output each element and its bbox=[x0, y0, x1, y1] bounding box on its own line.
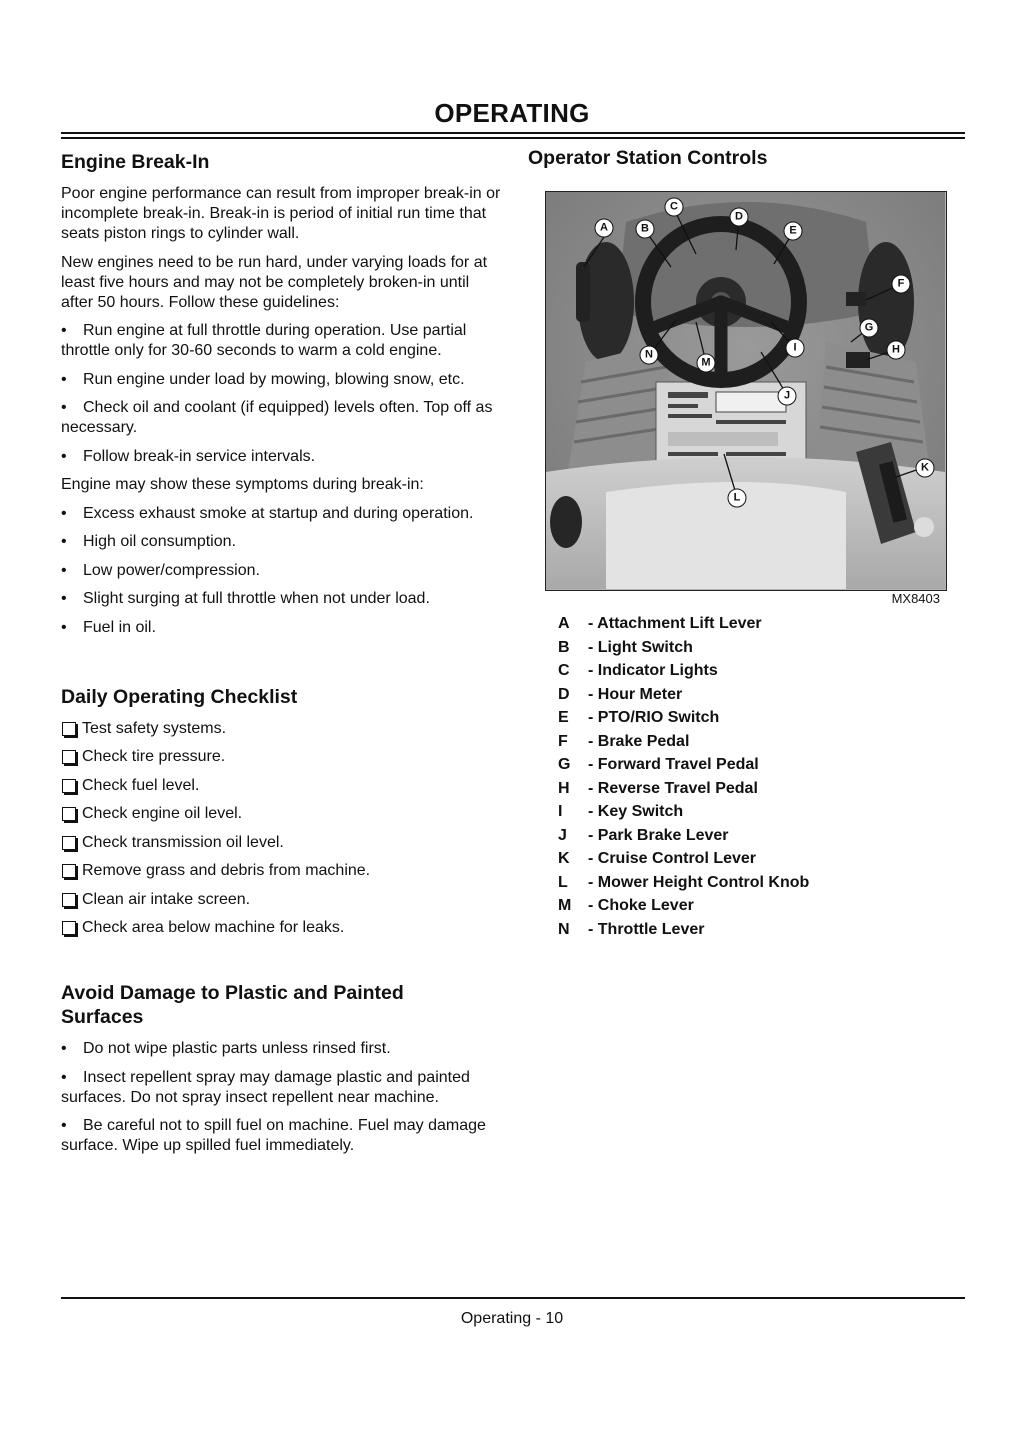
bullet-item: • Run engine under load by mowing, blowing snow, etc. bbox=[61, 370, 465, 388]
page-title: OPERATING bbox=[434, 98, 590, 128]
checklist-item: Remove grass and debris from machine. bbox=[61, 861, 501, 881]
callout-f: F bbox=[892, 275, 911, 294]
section-heading: Engine Break-In bbox=[61, 151, 210, 173]
checkbox-icon bbox=[62, 893, 76, 907]
legend-item: B - Light Switch bbox=[558, 638, 693, 656]
bullet-item: • High oil consumption. bbox=[61, 533, 236, 550]
checkbox-icon bbox=[62, 722, 76, 736]
callout-k: K bbox=[916, 459, 935, 478]
bullet-item: • Low power/compression. bbox=[61, 561, 260, 579]
callout-n: N bbox=[640, 346, 659, 365]
legend-item: C - Indicator Lights bbox=[558, 662, 718, 679]
legend-item: D - Hour Meter bbox=[558, 685, 683, 703]
legend-item: L - Mower Height Control Knob bbox=[558, 873, 810, 891]
checkbox-icon bbox=[62, 921, 76, 935]
checklist-item: Check transmission oil level. bbox=[61, 833, 501, 853]
checkbox-icon bbox=[62, 779, 76, 793]
callout-i: I bbox=[786, 339, 805, 358]
bullet-item: • Do not wipe plastic parts unless rinsed first. bbox=[61, 1040, 391, 1057]
bullet-item: • Slight surging at full throttle when not under load. bbox=[61, 590, 430, 607]
callout-j: J bbox=[778, 387, 797, 406]
controls-legend bbox=[558, 614, 938, 943]
bullet-item: • Insect repellent spray may damage plastic and painted surfaces. Do not spray insect repellent near machine. bbox=[61, 1068, 470, 1106]
bullet-item: • Excess exhaust smoke at startup and during operation. bbox=[61, 504, 474, 522]
checklist-item: Check area below machine for leaks. bbox=[61, 918, 501, 938]
checklist-item: Check fuel level. bbox=[61, 776, 501, 796]
checkbox-icon bbox=[62, 807, 76, 821]
page-footer: Operating - 10 bbox=[460, 1310, 564, 1327]
checklist-item: Check tire pressure. bbox=[61, 747, 501, 767]
header-rule bbox=[61, 132, 965, 134]
bullet-item: • Run engine at full throttle during operation. Use partial throttle only for 30-60 seconds to warm a cold engine. bbox=[61, 322, 467, 359]
callout-l: L bbox=[728, 489, 747, 508]
callout-a: A bbox=[595, 219, 614, 238]
figure-id: MX8403 bbox=[891, 591, 940, 606]
checklist-item: Test safety systems. bbox=[61, 719, 501, 739]
section-heading: Daily Operating Checklist bbox=[61, 685, 298, 708]
legend-item: N - Throttle Lever bbox=[558, 920, 705, 938]
daily-checklist-section bbox=[61, 685, 501, 939]
checkbox-icon bbox=[62, 864, 76, 878]
legend-item: H - Reverse Travel Pedal bbox=[558, 779, 758, 797]
paragraph: Poor engine performance can result from improper break-in or incomplete break-in. Break-in is period of initial run time that seats piston rings to cylinder wall. bbox=[61, 185, 501, 242]
checkbox-icon bbox=[62, 836, 76, 850]
bullet-item: • Fuel in oil. bbox=[61, 618, 156, 636]
legend-item: E - PTO/RIO Switch bbox=[558, 709, 720, 726]
section-heading: Avoid Damage to Plastic and Painted Surfaces bbox=[61, 982, 404, 1028]
checklist-item: Clean air intake screen. bbox=[61, 890, 501, 910]
engine-break-in-section bbox=[61, 150, 501, 638]
callout-m: M bbox=[697, 354, 716, 373]
avoid-damage-section bbox=[61, 981, 501, 1156]
callout-d: D bbox=[730, 208, 749, 227]
checkbox-icon bbox=[62, 750, 76, 764]
left-column bbox=[61, 150, 501, 1165]
legend-item: I - Key Switch bbox=[558, 803, 684, 820]
checklist-item: Check engine oil level. bbox=[61, 804, 501, 824]
right-column bbox=[528, 146, 958, 170]
legend-item: F - Brake Pedal bbox=[558, 732, 690, 750]
callout-e: E bbox=[784, 222, 803, 241]
paragraph: New engines need to be run hard, under varying loads for at least five hours and may not be completely broken-in until after 50 hours. Follow these guidelines: bbox=[61, 253, 488, 311]
tractor-illustration bbox=[546, 192, 945, 589]
section-heading: Operator Station Controls bbox=[528, 147, 768, 169]
legend-item: A - Attachment Lift Lever bbox=[558, 615, 762, 632]
callout-b: B bbox=[636, 220, 655, 239]
bullet-item: • Follow break-in service intervals. bbox=[61, 447, 316, 465]
bullet-item: • Be careful not to spill fuel on machine. Fuel may damage surface. Wipe up spilled fuel immediately. bbox=[61, 1117, 486, 1154]
operator-station-photo bbox=[545, 191, 947, 591]
footer-rule bbox=[61, 1297, 965, 1299]
callout-g: G bbox=[860, 319, 879, 338]
header-rule bbox=[61, 137, 965, 139]
legend-item: K - Cruise Control Lever bbox=[558, 850, 757, 867]
callout-c: C bbox=[665, 198, 684, 217]
callout-h: H bbox=[887, 341, 906, 360]
paragraph: Engine may show these symptoms during break-in: bbox=[61, 476, 424, 493]
legend-item: G - Forward Travel Pedal bbox=[558, 756, 759, 773]
legend-item: M - Choke Lever bbox=[558, 897, 694, 914]
bullet-item: • Check oil and coolant (if equipped) levels often. Top off as necessary. bbox=[61, 399, 493, 436]
legend-item: J - Park Brake Lever bbox=[558, 826, 729, 844]
